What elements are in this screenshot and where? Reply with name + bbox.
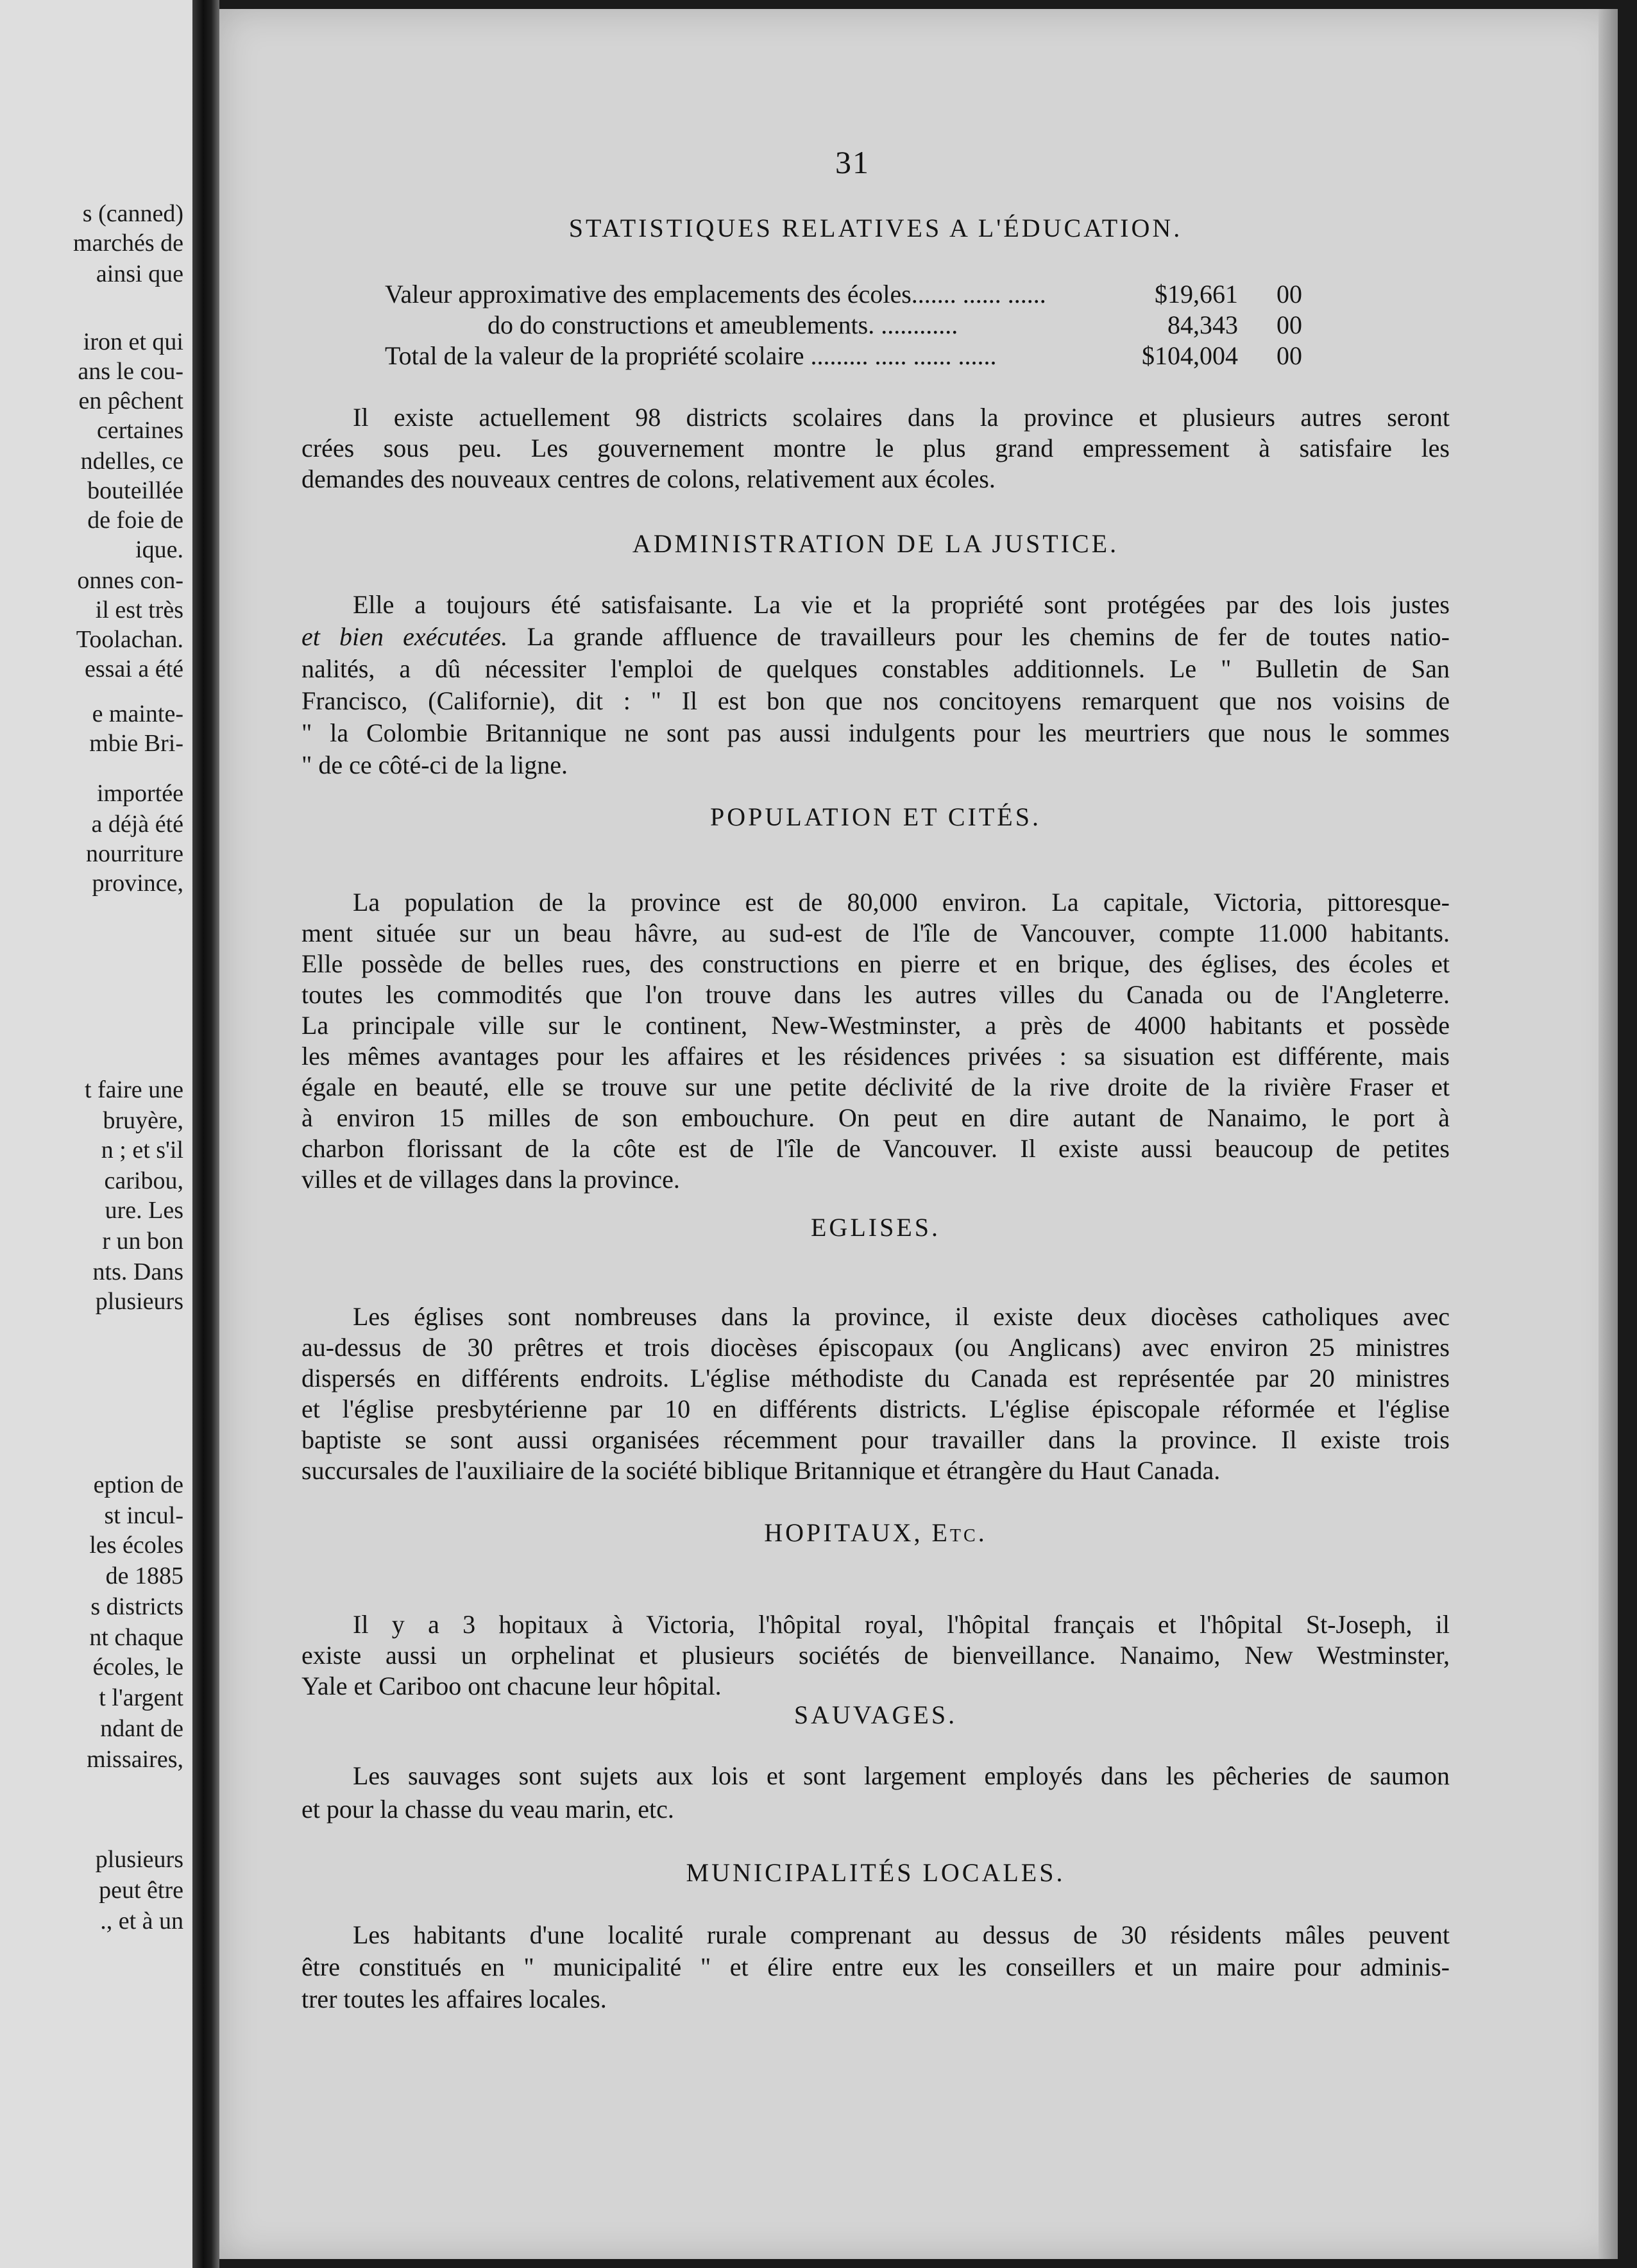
left-page-line: écoles, le xyxy=(92,1654,183,1680)
heading-hopitaux-etc: Etc. xyxy=(922,1518,987,1547)
paragraph-line: Il y a 3 hopitaux à Victoria, l'hôpital royal, l'hôpital français et l'hôpital St-Joseph, il xyxy=(353,1610,1450,1639)
paragraph-line: crées sous peu. Les gouvernement montre le plus grand empressement à satisfaire les xyxy=(301,434,1450,462)
paragraph-line: et pour la chasse du veau marin, etc. xyxy=(301,1795,674,1824)
paragraph-line: succursales de l'auxiliaire de la société biblique Britannique et étrangère du Haut Canada. xyxy=(301,1456,1221,1485)
page-edge xyxy=(1599,9,1618,2259)
paragraph-line: Il existe actuellement 98 districts scolaires dans la province et plusieurs autres seront xyxy=(353,403,1450,432)
heading-sauvages: SAUVAGES. xyxy=(793,1700,958,1729)
stat-cents: 00 xyxy=(1277,280,1302,309)
heading-hopitaux xyxy=(301,1518,1450,1548)
left-page-line: s districts xyxy=(90,1593,183,1620)
left-page-line: ndelles, ce xyxy=(80,448,183,475)
heading-population: POPULATION ET CITÉS. xyxy=(710,802,1041,831)
left-page-line: en pêchent xyxy=(78,387,183,414)
paragraph-line: baptiste se sont aussi organisées récemment pour travailler dans la province. Il existe trois xyxy=(301,1425,1450,1454)
left-page-line: mbie Bri- xyxy=(89,730,183,757)
left-page-line: bruyère, xyxy=(103,1107,183,1134)
left-page-line: marchés de xyxy=(73,230,183,257)
paragraph-line: La principale ville sur le continent, New-Westminster, a près de 4000 habitants et possède xyxy=(301,1011,1450,1040)
left-page-line: Toolachan. xyxy=(76,626,183,653)
left-page-line: importée xyxy=(96,780,183,807)
left-page-line: s (canned) xyxy=(82,200,183,227)
paragraph-line: au-dessus de 30 prêtres et trois diocèses épiscopaux (ou Anglicans) avec environ 25 ministres xyxy=(301,1333,1450,1362)
paragraph-line: toutes les commodités que l'on trouve dans les autres villes du Canada ou de l'Angleterre. xyxy=(301,980,1450,1009)
left-page-line: plusieurs xyxy=(95,1288,183,1315)
paragraph-line: villes et de villages dans la province. xyxy=(301,1165,680,1194)
left-page-line: peut être xyxy=(99,1877,183,1904)
page-number: 31 xyxy=(835,144,870,180)
paragraph-line: nalités, a dû nécessiter l'emploi de quelques constables additionnels. Le " Bulletin de San xyxy=(301,654,1450,683)
left-page-line: ainsi que xyxy=(96,260,183,287)
left-page-line: missaires, xyxy=(87,1746,183,1773)
heading-hopitaux-main: HOPITAUX, xyxy=(764,1518,923,1547)
paragraph-line: Les habitants d'une localité rurale comprenant au dessus de 30 résidents mâles peuvent xyxy=(353,1920,1450,1949)
stat-cents: 00 xyxy=(1277,341,1302,370)
paragraph-line: charbon florissant de la côte est de l'île de Vancouver. Il existe aussi beaucoup de petites xyxy=(301,1134,1450,1163)
italic-text: et bien exécutées. xyxy=(301,622,508,651)
left-page-line: bouteillée xyxy=(87,477,183,504)
left-page-line: les écoles xyxy=(89,1532,183,1559)
left-page-line: st incul- xyxy=(104,1502,183,1529)
stat-amount: 84,343 xyxy=(1167,310,1238,339)
paragraph-line: Les sauvages sont sujets aux lois et sont largement employés dans les pêcheries de saumon xyxy=(353,1761,1450,1790)
heading-municipalites: MUNICIPALITÉS LOCALES. xyxy=(686,1858,1065,1887)
paragraph-line: égale en beauté, elle se trouve sur une petite déclivité de la rive droite de la rivière Fraser et xyxy=(301,1072,1450,1101)
heading-education: STATISTIQUES RELATIVES A L'ÉDUCATION. xyxy=(568,214,1183,242)
left-facing-page xyxy=(0,0,192,2268)
left-page-line: r un bon xyxy=(102,1228,183,1255)
left-page-line: de foie de xyxy=(87,507,183,534)
paragraph-line: La population de la province est de 80,000 environ. La capitale, Victoria, pittoresque- xyxy=(353,888,1450,917)
left-page-line: de 1885 xyxy=(105,1562,183,1589)
paragraph-text: La grande affluence de travailleurs pour les chemins de fer de toutes natio- xyxy=(507,622,1450,651)
left-page-line: nts. Dans xyxy=(92,1258,183,1285)
paragraph-line: demandes des nouveaux centres de colons, relativement aux écoles. xyxy=(301,464,996,493)
stat-label: Valeur approximative des emplacements des écoles....... ...... ...... xyxy=(385,280,1046,309)
stat-label: do do constructions et ameublements. ............ xyxy=(488,310,958,339)
left-page-line: plusieurs xyxy=(95,1846,183,1873)
paragraph-line: Elle possède de belles rues, des constructions en pierre et en brique, des églises, des écoles et xyxy=(301,949,1450,978)
paragraph-line xyxy=(301,621,1450,653)
stat-amount: $19,661 xyxy=(1155,280,1238,309)
paragraph-line: " de ce côté-ci de la ligne. xyxy=(301,750,568,779)
book-gutter xyxy=(192,0,219,2268)
paragraph-line: à environ 15 milles de son embouchure. On peut en dire autant de Nanaimo, le port à xyxy=(301,1103,1450,1132)
paragraph-line: existe aussi un orphelinat et plusieurs sociétés de bienveillance. Nanaimo, New Westminster, xyxy=(301,1641,1450,1670)
left-page-line: certaines xyxy=(96,417,183,444)
left-page-line: nt chaque xyxy=(89,1624,183,1651)
left-page-line: ., et à un xyxy=(100,1908,183,1934)
left-page-line: ure. Les xyxy=(105,1197,183,1224)
left-page-line: t faire une xyxy=(84,1076,183,1103)
paragraph-line: les mêmes avantages pour les affaires et les résidences privées : sa sisuation est différente, mais xyxy=(301,1042,1450,1071)
paragraph-line: Elle a toujours été satisfaisante. La vie et la propriété sont protégées par des lois justes xyxy=(353,590,1450,619)
stat-amount: $104,004 xyxy=(1142,341,1238,370)
left-page-line: iron et qui xyxy=(83,328,183,355)
left-page-line: onnes con- xyxy=(77,567,183,594)
left-page-line: ans le cou- xyxy=(78,358,183,385)
paragraph-line: dispersés en différents endroits. L'église méthodiste du Canada est représentée par 20 ministres xyxy=(301,1364,1450,1392)
left-page-line: eption de xyxy=(93,1471,183,1498)
left-page-line: e mainte- xyxy=(92,700,183,727)
left-page-line: a déjà été xyxy=(91,811,183,838)
left-page-line: essai a été xyxy=(84,656,183,682)
paragraph-line: Les églises sont nombreuses dans la province, il existe deux diocèses catholiques avec xyxy=(353,1302,1450,1331)
main-page xyxy=(219,9,1618,2259)
paragraph-line: Yale et Cariboo ont chacune leur hôpital. xyxy=(301,1671,722,1700)
heading-justice: ADMINISTRATION DE LA JUSTICE. xyxy=(632,529,1119,558)
left-page-line: province, xyxy=(92,870,183,897)
paragraph-line: " la Colombie Britannique ne sont pas aussi indulgents pour les meurtriers que nous le sommes xyxy=(301,718,1450,747)
left-page-line: ndant de xyxy=(100,1715,183,1742)
left-page-line: il est très xyxy=(95,597,183,623)
left-page-line: n ; et s'il xyxy=(101,1137,183,1164)
left-page-line: nourriture xyxy=(86,840,183,867)
paragraph-line: ment située sur un beau hâvre, au sud-est de l'île de Vancouver, compte 11.000 habitants. xyxy=(301,918,1450,947)
left-page-line: caribou, xyxy=(104,1167,183,1194)
left-page-line: ique. xyxy=(135,536,183,563)
paragraph-line: trer toutes les affaires locales. xyxy=(301,1985,607,2013)
paragraph-line: et l'église presbytérienne par 10 en différents districts. L'église épiscopale réformée et l'église xyxy=(301,1394,1450,1423)
paragraph-line: être constitués en " municipalité " et élire entre eux les conseillers et un maire pour adminis- xyxy=(301,1952,1450,1981)
stat-cents: 00 xyxy=(1277,310,1302,339)
left-page-line: t l'argent xyxy=(99,1684,183,1711)
paragraph-line: Francisco, (Californie), dit : " Il est bon que nos concitoyens remarquent que nos voisins de xyxy=(301,686,1450,715)
stat-label: Total de la valeur de la propriété scolaire ......... ..... ...... ...... xyxy=(385,341,997,370)
heading-eglises: EGLISES. xyxy=(811,1213,940,1242)
